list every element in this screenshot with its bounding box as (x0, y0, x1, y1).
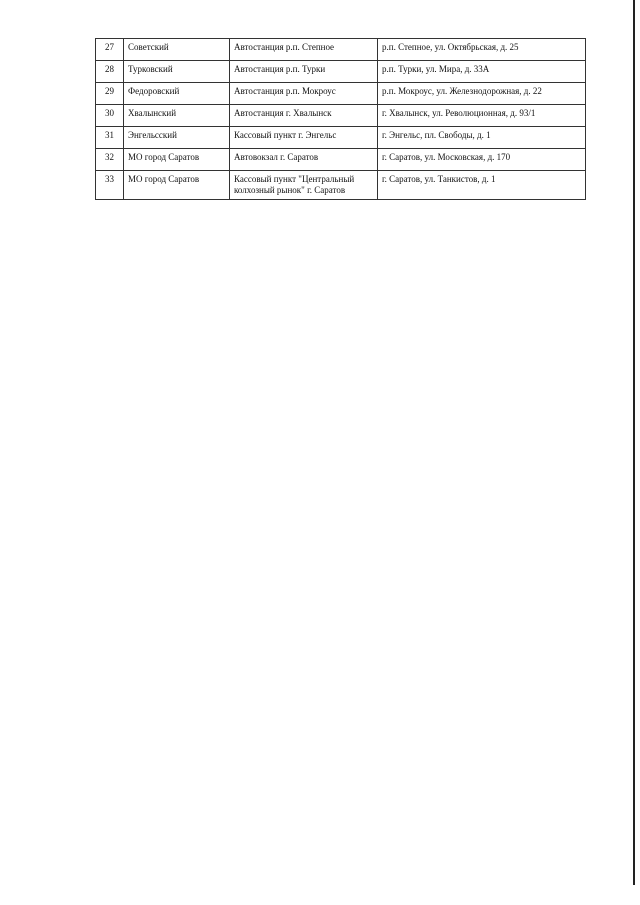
table-row (96, 127, 586, 149)
table-row (96, 39, 586, 61)
table-row (96, 105, 586, 127)
address-cell: г. Саратов, ул. Московская, д. 170 (378, 149, 586, 171)
row-number: 29 (96, 83, 124, 105)
address-cell: г. Саратов, ул. Танкистов, д. 1 (378, 171, 586, 200)
district-cell: Советский (124, 39, 230, 61)
address-cell: р.п. Турки, ул. Мира, д. 33А (378, 61, 586, 83)
district-cell: Турковский (124, 61, 230, 83)
district-cell: Энгельсский (124, 127, 230, 149)
page-edge-line (633, 0, 635, 885)
station-cell: Автовокзал г. Саратов (230, 149, 378, 171)
station-cell: Автостанция р.п. Степное (230, 39, 378, 61)
table-row (96, 61, 586, 83)
address-cell: р.п. Мокроус, ул. Железнодорожная, д. 22 (378, 83, 586, 105)
station-cell: Кассовый пункт "Центральный колхозный рынок" г. Саратов (230, 171, 378, 200)
station-cell: Автостанция р.п. Турки (230, 61, 378, 83)
table-row (96, 149, 586, 171)
table-row (96, 171, 586, 200)
district-cell: Федоровский (124, 83, 230, 105)
table-row (96, 83, 586, 105)
row-number: 27 (96, 39, 124, 61)
row-number: 31 (96, 127, 124, 149)
station-cell: Автостанция р.п. Мокроус (230, 83, 378, 105)
address-cell: р.п. Степное, ул. Октябрьская, д. 25 (378, 39, 586, 61)
stations-table (95, 38, 586, 200)
row-number: 32 (96, 149, 124, 171)
district-cell: Хвалынский (124, 105, 230, 127)
district-cell: МО город Саратов (124, 149, 230, 171)
station-cell: Автостанция г. Хвалынск (230, 105, 378, 127)
row-number: 30 (96, 105, 124, 127)
station-cell: Кассовый пункт г. Энгельс (230, 127, 378, 149)
address-cell: г. Хвалынск, ул. Революционная, д. 93/1 (378, 105, 586, 127)
district-cell: МО город Саратов (124, 171, 230, 200)
row-number: 28 (96, 61, 124, 83)
address-cell: г. Энгельс, пл. Свободы, д. 1 (378, 127, 586, 149)
row-number: 33 (96, 171, 124, 200)
